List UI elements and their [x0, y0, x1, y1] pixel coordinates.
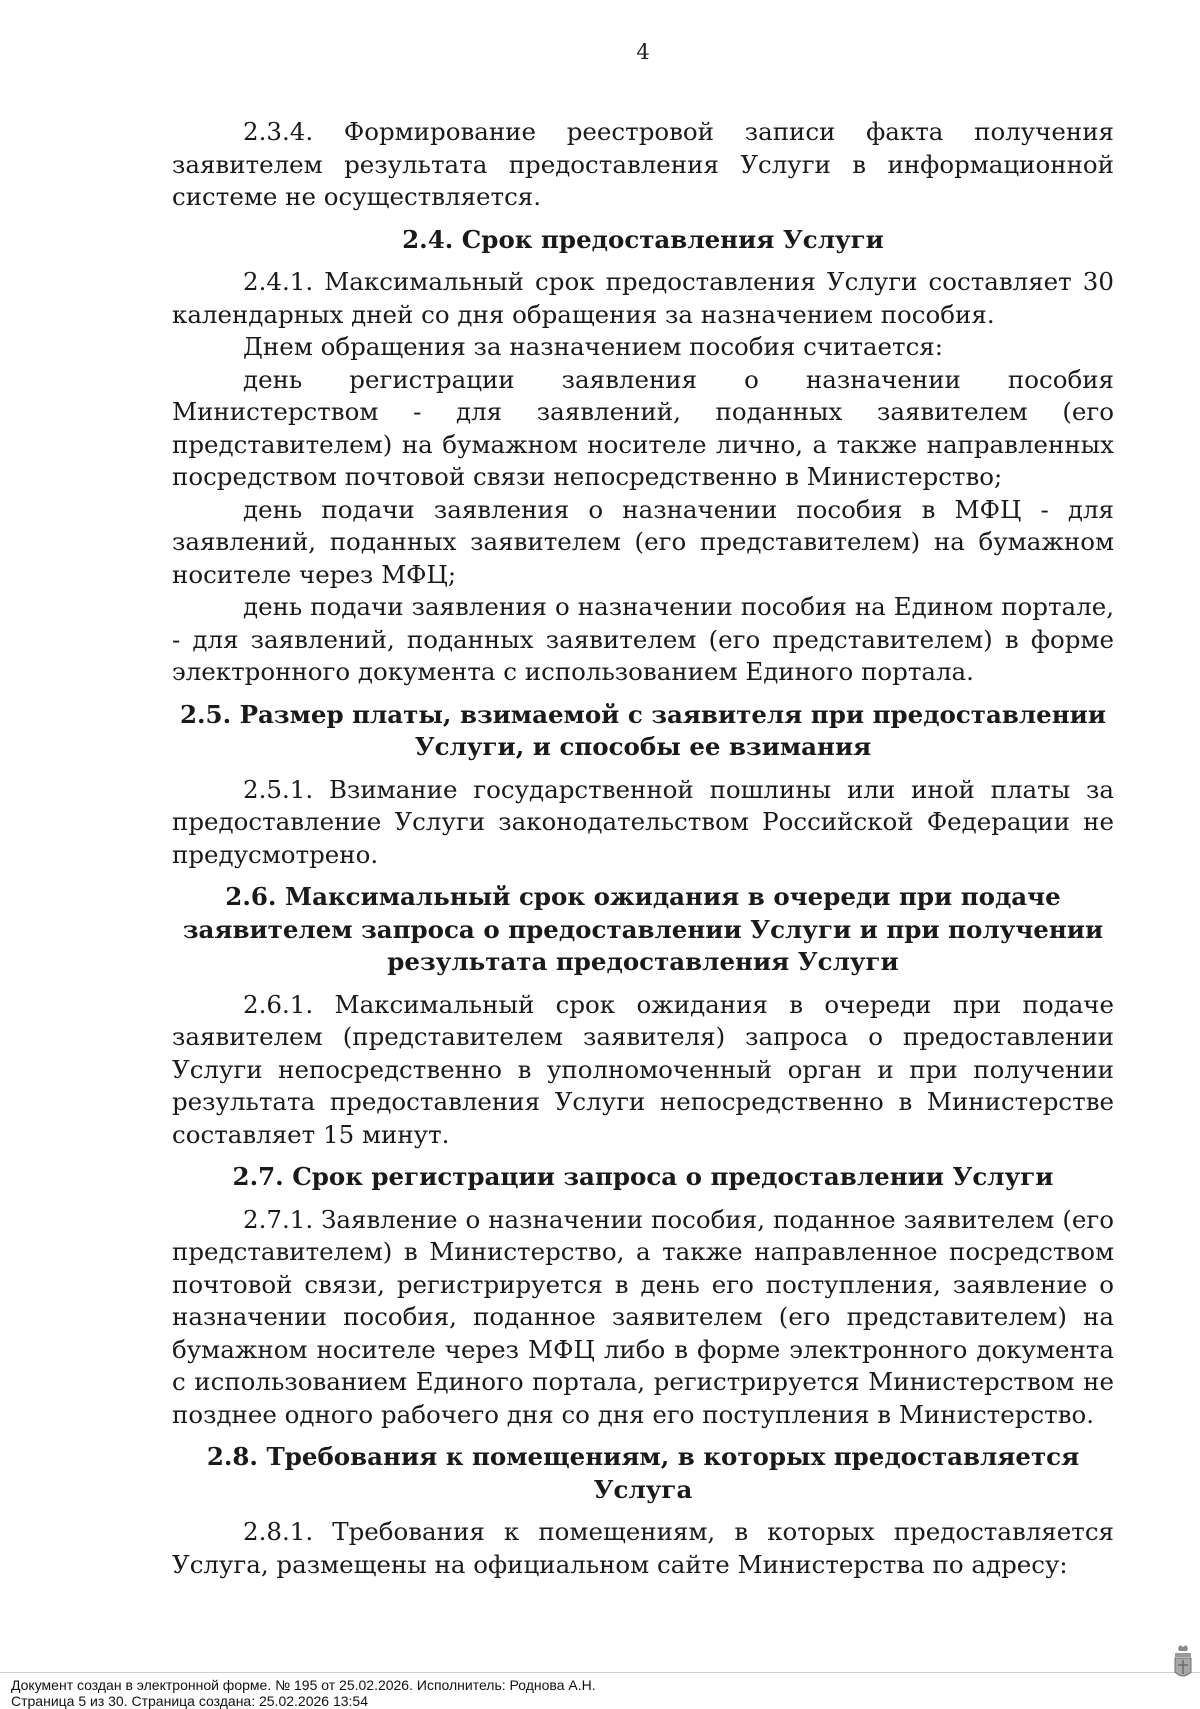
section-heading: 2.4. Срок предоставления Услуги: [402, 224, 884, 254]
footer-line-document: Документ создан в электронной форме. № 195 от 25.02.2026. Исполнитель: Роднова А.Н.: [11, 1677, 596, 1693]
section-2-4: [172, 224, 1114, 689]
coat-of-arms-icon: [1172, 1644, 1194, 1682]
paragraph: 2.7.1. Заявление о назначении пособия, поданное заявителем (его представителем) в Министерство, а также направленное посредством почтовой связи, регистрируется в день его поступления, заявление о назначении пособия, поданное заявителем (его представителем) на бумажном носителе через МФЦ либо в форме электронного документа с использованием Единого портала, регистрируется Министерством не позднее одного рабочего дня со дня его поступления в Министерство.: [172, 1204, 1114, 1429]
page-number: 4: [636, 40, 650, 64]
document-body: [172, 116, 1114, 1581]
paragraph: день подачи заявления о назначении пособия на Едином портале, - для заявлений, поданных заявителем (его представителем) в форме электронного документа с использованием Единого портала.: [172, 592, 1114, 686]
paragraph: 2.3.4. Формирование реестровой записи факта получения заявителем результата предоставления Услуги в информационной системе не осуществляется.: [172, 117, 1114, 211]
paragraph: Днем обращения за назначением пособия считается:: [243, 332, 944, 361]
document-footer: [0, 1672, 1200, 1709]
section-heading: 2.8. Требования к помещениям, в которых предоставляется Услуга: [206, 1442, 1080, 1504]
paragraph: день регистрации заявления о назначении пособия Министерством - для заявлений, поданных заявителем (его представителем) на бумажном носителе лично, а также направленных посредством почтовой связи непосредственно в Министерство;: [172, 364, 1114, 491]
section-heading: 2.5. Размер платы, взимаемой с заявителя при предоставлении Услуги, и способы ее взимания: [179, 699, 1107, 761]
section-heading: 2.7. Срок регистрации запроса о предоставлении Услуги: [232, 1162, 1054, 1191]
section-2-3-4: [172, 116, 1114, 214]
section-2-7: [172, 1161, 1114, 1431]
footer-line-page: Страница 5 из 30. Страница создана: 25.02.2026 13:54: [11, 1693, 368, 1709]
section-2-6: [172, 881, 1114, 1151]
paragraph: 2.6.1. Максимальный срок ожидания в очереди при подаче заявителем (представителем заявителя) запроса о предоставлении Услуги непосредственно в уполномоченный орган и при получении результата предоставления Услуги непосредственно в Министерстве составляет 15 минут.: [172, 989, 1114, 1149]
section-2-8: [172, 1441, 1114, 1581]
footer-text: [11, 1677, 596, 1709]
section-2-5: [172, 699, 1114, 872]
paragraph: день подачи заявления о назначении пособия в МФЦ - для заявлений, поданных заявителем (его представителем) на бумажном носителе через МФЦ;: [172, 494, 1114, 589]
section-heading: 2.6. Максимальный срок ожидания в очереди при подаче заявителем запроса о предоставлении Услуги и при получении результата предоставления Услуги: [182, 882, 1104, 976]
paragraph: 2.4.1. Максимальный срок предоставления Услуги составляет 30 календарных дней со дня обращения за назначением пособия.: [172, 267, 1114, 329]
paragraph: 2.8.1. Требования к помещениям, в которых предоставляется Услуга, размещены на официальном сайте Министерства по адресу:: [172, 1517, 1114, 1579]
paragraph: 2.5.1. Взимание государственной пошлины или иной платы за предоставление Услуги законодательством Российской Федерации не предусмотрено.: [172, 774, 1114, 869]
